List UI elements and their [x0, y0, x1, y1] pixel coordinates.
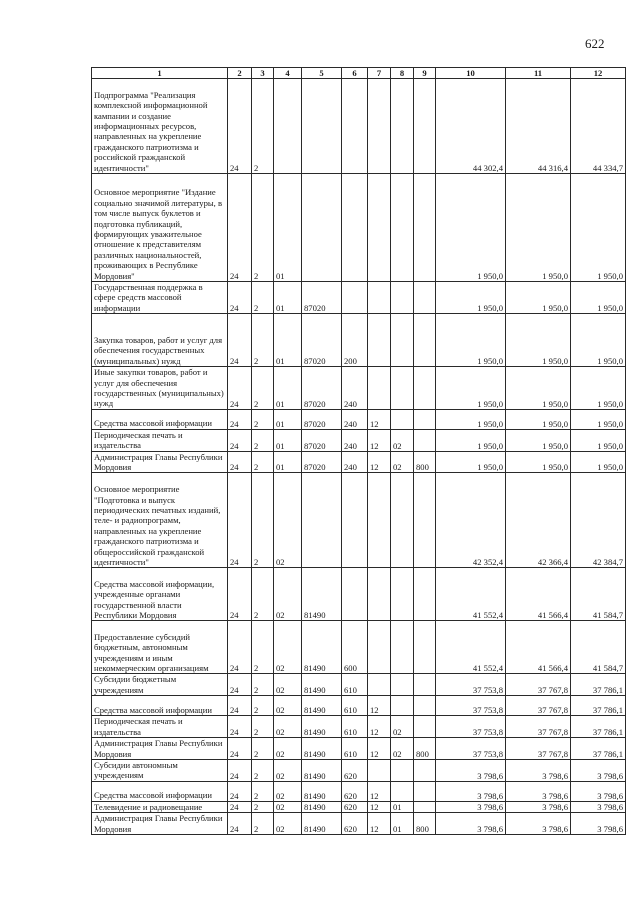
table-row — [92, 451, 626, 473]
code-cell: 81490 — [302, 674, 342, 696]
code-cell — [302, 473, 342, 568]
code-cell: 02 — [274, 568, 302, 621]
amount-cell: 1 950,0 — [571, 409, 626, 429]
code-cell: 800 — [414, 813, 436, 835]
amount-cell: 3 798,6 — [571, 813, 626, 835]
code-cell: 24 — [228, 621, 252, 674]
code-cell: 620 — [342, 801, 368, 812]
amount-cell: 3 798,6 — [506, 759, 571, 781]
amount-cell: 37 753,8 — [436, 696, 506, 716]
amount-cell: 1 950,0 — [506, 314, 571, 367]
code-cell: 610 — [342, 738, 368, 760]
row-name-cell: Администрация Главы Республики Мордовия — [92, 738, 228, 760]
code-cell: 24 — [228, 367, 252, 410]
code-cell: 02 — [274, 716, 302, 738]
code-cell: 2 — [252, 473, 274, 568]
code-cell — [391, 282, 414, 314]
code-cell: 240 — [342, 367, 368, 410]
code-cell — [391, 79, 414, 174]
amount-cell: 1 950,0 — [571, 367, 626, 410]
column-header: 1 — [92, 68, 228, 79]
row-name-cell: Средства массовой информации — [92, 409, 228, 429]
column-header: 11 — [506, 68, 571, 79]
code-cell: 81490 — [302, 738, 342, 760]
amount-cell: 1 950,0 — [506, 367, 571, 410]
code-cell — [368, 314, 391, 367]
table-row — [92, 473, 626, 568]
row-name-cell: Периодическая печать и издательства — [92, 429, 228, 451]
amount-cell: 3 798,6 — [436, 801, 506, 812]
code-cell — [414, 621, 436, 674]
code-cell — [391, 473, 414, 568]
code-cell: 24 — [228, 79, 252, 174]
code-cell: 02 — [274, 473, 302, 568]
code-cell — [414, 174, 436, 282]
code-cell: 87020 — [302, 282, 342, 314]
column-header: 2 — [228, 68, 252, 79]
code-cell: 01 — [274, 314, 302, 367]
code-cell: 240 — [342, 429, 368, 451]
amount-cell: 42 384,7 — [571, 473, 626, 568]
code-cell: 87020 — [302, 367, 342, 410]
code-cell: 24 — [228, 568, 252, 621]
row-name-cell: Подпрограмма "Реализация комплексной информационной кампании и создание информационных ресурсов, направленных на укрепление гражданского патриотизма и российской гражданской идентичности" — [92, 79, 228, 174]
code-cell — [391, 759, 414, 781]
amount-cell: 41 552,4 — [436, 621, 506, 674]
table-row — [92, 696, 626, 716]
code-cell: 240 — [342, 451, 368, 473]
code-cell — [368, 568, 391, 621]
amount-cell: 37 786,1 — [571, 716, 626, 738]
row-name-cell: Иные закупки товаров, работ и услуг для обеспечения государственных (муниципальных) нужд — [92, 367, 228, 410]
code-cell: 01 — [274, 282, 302, 314]
code-cell — [368, 759, 391, 781]
code-cell — [414, 696, 436, 716]
code-cell: 24 — [228, 409, 252, 429]
table-row — [92, 282, 626, 314]
amount-cell: 44 316,4 — [506, 79, 571, 174]
column-header: 10 — [436, 68, 506, 79]
amount-cell: 3 798,6 — [506, 813, 571, 835]
row-name-cell: Администрация Главы Республики Мордовия — [92, 813, 228, 835]
code-cell: 01 — [274, 367, 302, 410]
row-name-cell: Периодическая печать и издательства — [92, 716, 228, 738]
amount-cell: 3 798,6 — [436, 781, 506, 801]
amount-cell: 3 798,6 — [506, 781, 571, 801]
table-row — [92, 79, 626, 174]
table-row — [92, 716, 626, 738]
row-name-cell: Предоставление субсидий бюджетным, автономным учреждениям и иным некоммерческим организациям — [92, 621, 228, 674]
code-cell: 2 — [252, 314, 274, 367]
code-cell: 02 — [391, 429, 414, 451]
code-cell — [368, 282, 391, 314]
code-cell: 620 — [342, 759, 368, 781]
code-cell — [414, 759, 436, 781]
code-cell: 24 — [228, 314, 252, 367]
code-cell — [391, 367, 414, 410]
table-row — [92, 367, 626, 410]
code-cell: 81490 — [302, 716, 342, 738]
code-cell: 81490 — [302, 759, 342, 781]
amount-cell: 41 566,4 — [506, 621, 571, 674]
code-cell: 02 — [274, 801, 302, 812]
code-cell: 01 — [274, 429, 302, 451]
amount-cell: 1 950,0 — [436, 174, 506, 282]
code-cell: 2 — [252, 674, 274, 696]
code-cell: 2 — [252, 696, 274, 716]
code-cell — [391, 696, 414, 716]
code-cell: 24 — [228, 801, 252, 812]
amount-cell: 3 798,6 — [436, 813, 506, 835]
row-name-cell: Средства массовой информации — [92, 781, 228, 801]
amount-cell: 1 950,0 — [571, 282, 626, 314]
budget-table — [91, 67, 626, 835]
amount-cell: 1 950,0 — [571, 314, 626, 367]
amount-cell: 1 950,0 — [436, 314, 506, 367]
code-cell — [342, 473, 368, 568]
table-row — [92, 801, 626, 812]
code-cell: 2 — [252, 813, 274, 835]
code-cell: 01 — [391, 813, 414, 835]
code-cell: 87020 — [302, 429, 342, 451]
code-cell — [414, 674, 436, 696]
code-cell: 01 — [391, 801, 414, 812]
amount-cell: 37 767,8 — [506, 716, 571, 738]
amount-cell: 1 950,0 — [506, 451, 571, 473]
code-cell: 610 — [342, 674, 368, 696]
code-cell: 12 — [368, 451, 391, 473]
code-cell — [391, 781, 414, 801]
code-cell: 2 — [252, 716, 274, 738]
code-cell: 2 — [252, 801, 274, 812]
code-cell: 02 — [274, 759, 302, 781]
amount-cell: 1 950,0 — [506, 174, 571, 282]
amount-cell: 41 552,4 — [436, 568, 506, 621]
code-cell: 24 — [228, 674, 252, 696]
code-cell: 24 — [228, 473, 252, 568]
code-cell — [414, 409, 436, 429]
code-cell: 12 — [368, 813, 391, 835]
amount-cell: 1 950,0 — [506, 429, 571, 451]
amount-cell: 3 798,6 — [571, 801, 626, 812]
code-cell — [391, 621, 414, 674]
code-cell: 610 — [342, 696, 368, 716]
code-cell: 2 — [252, 738, 274, 760]
code-cell: 02 — [274, 621, 302, 674]
code-cell: 12 — [368, 716, 391, 738]
code-cell: 24 — [228, 429, 252, 451]
code-cell: 12 — [368, 801, 391, 812]
column-header: 8 — [391, 68, 414, 79]
table-row — [92, 621, 626, 674]
table-row — [92, 568, 626, 621]
code-cell: 2 — [252, 174, 274, 282]
code-cell: 2 — [252, 568, 274, 621]
table-row — [92, 759, 626, 781]
code-cell: 24 — [228, 813, 252, 835]
code-cell: 81490 — [302, 621, 342, 674]
code-cell: 01 — [274, 451, 302, 473]
amount-cell: 42 366,4 — [506, 473, 571, 568]
code-cell — [368, 79, 391, 174]
code-cell: 2 — [252, 621, 274, 674]
amount-cell: 3 798,6 — [571, 781, 626, 801]
code-cell: 2 — [252, 367, 274, 410]
amount-cell: 1 950,0 — [436, 282, 506, 314]
code-cell: 600 — [342, 621, 368, 674]
row-name-cell: Средства массовой информации — [92, 696, 228, 716]
code-cell: 02 — [274, 813, 302, 835]
code-cell — [342, 79, 368, 174]
amount-cell: 1 950,0 — [436, 409, 506, 429]
amount-cell: 41 584,7 — [571, 621, 626, 674]
code-cell: 2 — [252, 781, 274, 801]
column-header: 9 — [414, 68, 436, 79]
table-row — [92, 314, 626, 367]
code-cell: 620 — [342, 781, 368, 801]
code-cell — [368, 174, 391, 282]
row-name-cell: Администрация Главы Республики Мордовия — [92, 451, 228, 473]
code-cell: 87020 — [302, 409, 342, 429]
amount-cell: 37 786,1 — [571, 738, 626, 760]
amount-cell: 41 566,4 — [506, 568, 571, 621]
amount-cell: 1 950,0 — [436, 429, 506, 451]
code-cell: 2 — [252, 79, 274, 174]
amount-cell: 44 334,7 — [571, 79, 626, 174]
amount-cell: 41 584,7 — [571, 568, 626, 621]
code-cell: 02 — [391, 451, 414, 473]
amount-cell: 44 302,4 — [436, 79, 506, 174]
code-cell — [414, 473, 436, 568]
column-header: 6 — [342, 68, 368, 79]
code-cell: 800 — [414, 738, 436, 760]
amount-cell: 37 767,8 — [506, 674, 571, 696]
code-cell: 12 — [368, 696, 391, 716]
code-cell: 02 — [391, 716, 414, 738]
code-cell: 12 — [368, 429, 391, 451]
code-cell — [368, 367, 391, 410]
amount-cell: 3 798,6 — [436, 759, 506, 781]
amount-cell: 3 798,6 — [506, 801, 571, 812]
code-cell: 24 — [228, 696, 252, 716]
code-cell: 2 — [252, 282, 274, 314]
code-cell: 24 — [228, 282, 252, 314]
code-cell: 12 — [368, 409, 391, 429]
table-row — [92, 738, 626, 760]
header-row — [92, 68, 626, 79]
amount-cell: 1 950,0 — [506, 409, 571, 429]
code-cell — [391, 409, 414, 429]
code-cell: 24 — [228, 738, 252, 760]
code-cell — [414, 781, 436, 801]
code-cell: 02 — [274, 781, 302, 801]
code-cell — [414, 429, 436, 451]
amount-cell: 3 798,6 — [571, 759, 626, 781]
code-cell: 02 — [274, 696, 302, 716]
code-cell — [414, 367, 436, 410]
column-header: 5 — [302, 68, 342, 79]
amount-cell: 37 753,8 — [436, 674, 506, 696]
column-header: 3 — [252, 68, 274, 79]
code-cell — [391, 174, 414, 282]
code-cell — [391, 314, 414, 367]
code-cell — [342, 568, 368, 621]
amount-cell: 1 950,0 — [436, 451, 506, 473]
code-cell: 01 — [274, 409, 302, 429]
code-cell: 2 — [252, 451, 274, 473]
column-header: 7 — [368, 68, 391, 79]
code-cell — [414, 282, 436, 314]
code-cell: 24 — [228, 759, 252, 781]
code-cell — [414, 716, 436, 738]
code-cell: 12 — [368, 781, 391, 801]
amount-cell: 37 786,1 — [571, 674, 626, 696]
column-header: 4 — [274, 68, 302, 79]
code-cell — [368, 674, 391, 696]
code-cell: 81490 — [302, 696, 342, 716]
amount-cell: 37 753,8 — [436, 738, 506, 760]
row-name-cell: Основное мероприятие "Издание социально значимой литературы, в том числе выпуск буклетов и подготовка публикаций, формирующих уважительное отношение к представителям различных национальностей, проживающих в Республике Мордовия" — [92, 174, 228, 282]
page-number: 622 — [585, 36, 605, 51]
code-cell — [274, 79, 302, 174]
table-row — [92, 174, 626, 282]
row-name-cell: Государственная поддержка в сфере средств массовой информации — [92, 282, 228, 314]
code-cell: 81490 — [302, 781, 342, 801]
code-cell — [414, 568, 436, 621]
code-cell: 02 — [391, 738, 414, 760]
amount-cell: 37 767,8 — [506, 696, 571, 716]
table-row — [92, 429, 626, 451]
amount-cell: 1 950,0 — [571, 174, 626, 282]
code-cell — [368, 473, 391, 568]
code-cell: 81490 — [302, 568, 342, 621]
code-cell: 12 — [368, 738, 391, 760]
code-cell — [391, 674, 414, 696]
amount-cell: 37 767,8 — [506, 738, 571, 760]
code-cell: 240 — [342, 409, 368, 429]
row-name-cell: Субсидии автономным учреждениям — [92, 759, 228, 781]
code-cell — [368, 621, 391, 674]
amount-cell: 1 950,0 — [506, 282, 571, 314]
code-cell: 200 — [342, 314, 368, 367]
code-cell — [302, 79, 342, 174]
code-cell: 81490 — [302, 813, 342, 835]
code-cell: 87020 — [302, 451, 342, 473]
column-header: 12 — [571, 68, 626, 79]
code-cell: 02 — [274, 674, 302, 696]
code-cell — [414, 79, 436, 174]
code-cell — [302, 174, 342, 282]
code-cell: 2 — [252, 429, 274, 451]
code-cell: 620 — [342, 813, 368, 835]
amount-cell: 1 950,0 — [571, 451, 626, 473]
code-cell — [342, 282, 368, 314]
table-row — [92, 781, 626, 801]
code-cell — [342, 174, 368, 282]
code-cell — [391, 568, 414, 621]
row-name-cell: Субсидии бюджетным учреждениям — [92, 674, 228, 696]
row-name-cell: Средства массовой информации, учрежденные органами государственной власти Республики Мордовия — [92, 568, 228, 621]
table-row — [92, 409, 626, 429]
amount-cell: 1 950,0 — [571, 429, 626, 451]
amount-cell: 42 352,4 — [436, 473, 506, 568]
code-cell: 2 — [252, 409, 274, 429]
code-cell: 610 — [342, 716, 368, 738]
code-cell: 800 — [414, 451, 436, 473]
code-cell: 81490 — [302, 801, 342, 812]
row-name-cell: Основное мероприятие "Подготовка и выпуск периодических печатных изданий, теле- и радиопрограмм, направленных на укрепление гражданского патриотизма и общероссийской гражданской идентичности" — [92, 473, 228, 568]
row-name-cell: Телевидение и радиовещание — [92, 801, 228, 812]
code-cell: 02 — [274, 738, 302, 760]
table-row — [92, 813, 626, 835]
code-cell: 24 — [228, 451, 252, 473]
code-cell — [414, 801, 436, 812]
code-cell: 24 — [228, 781, 252, 801]
code-cell: 24 — [228, 716, 252, 738]
table-row — [92, 674, 626, 696]
amount-cell: 1 950,0 — [436, 367, 506, 410]
amount-cell: 37 786,1 — [571, 696, 626, 716]
code-cell — [414, 314, 436, 367]
code-cell: 24 — [228, 174, 252, 282]
amount-cell: 37 753,8 — [436, 716, 506, 738]
row-name-cell: Закупка товаров, работ и услуг для обеспечения государственных (муниципальных) нужд — [92, 314, 228, 367]
code-cell: 2 — [252, 759, 274, 781]
code-cell: 01 — [274, 174, 302, 282]
code-cell: 87020 — [302, 314, 342, 367]
